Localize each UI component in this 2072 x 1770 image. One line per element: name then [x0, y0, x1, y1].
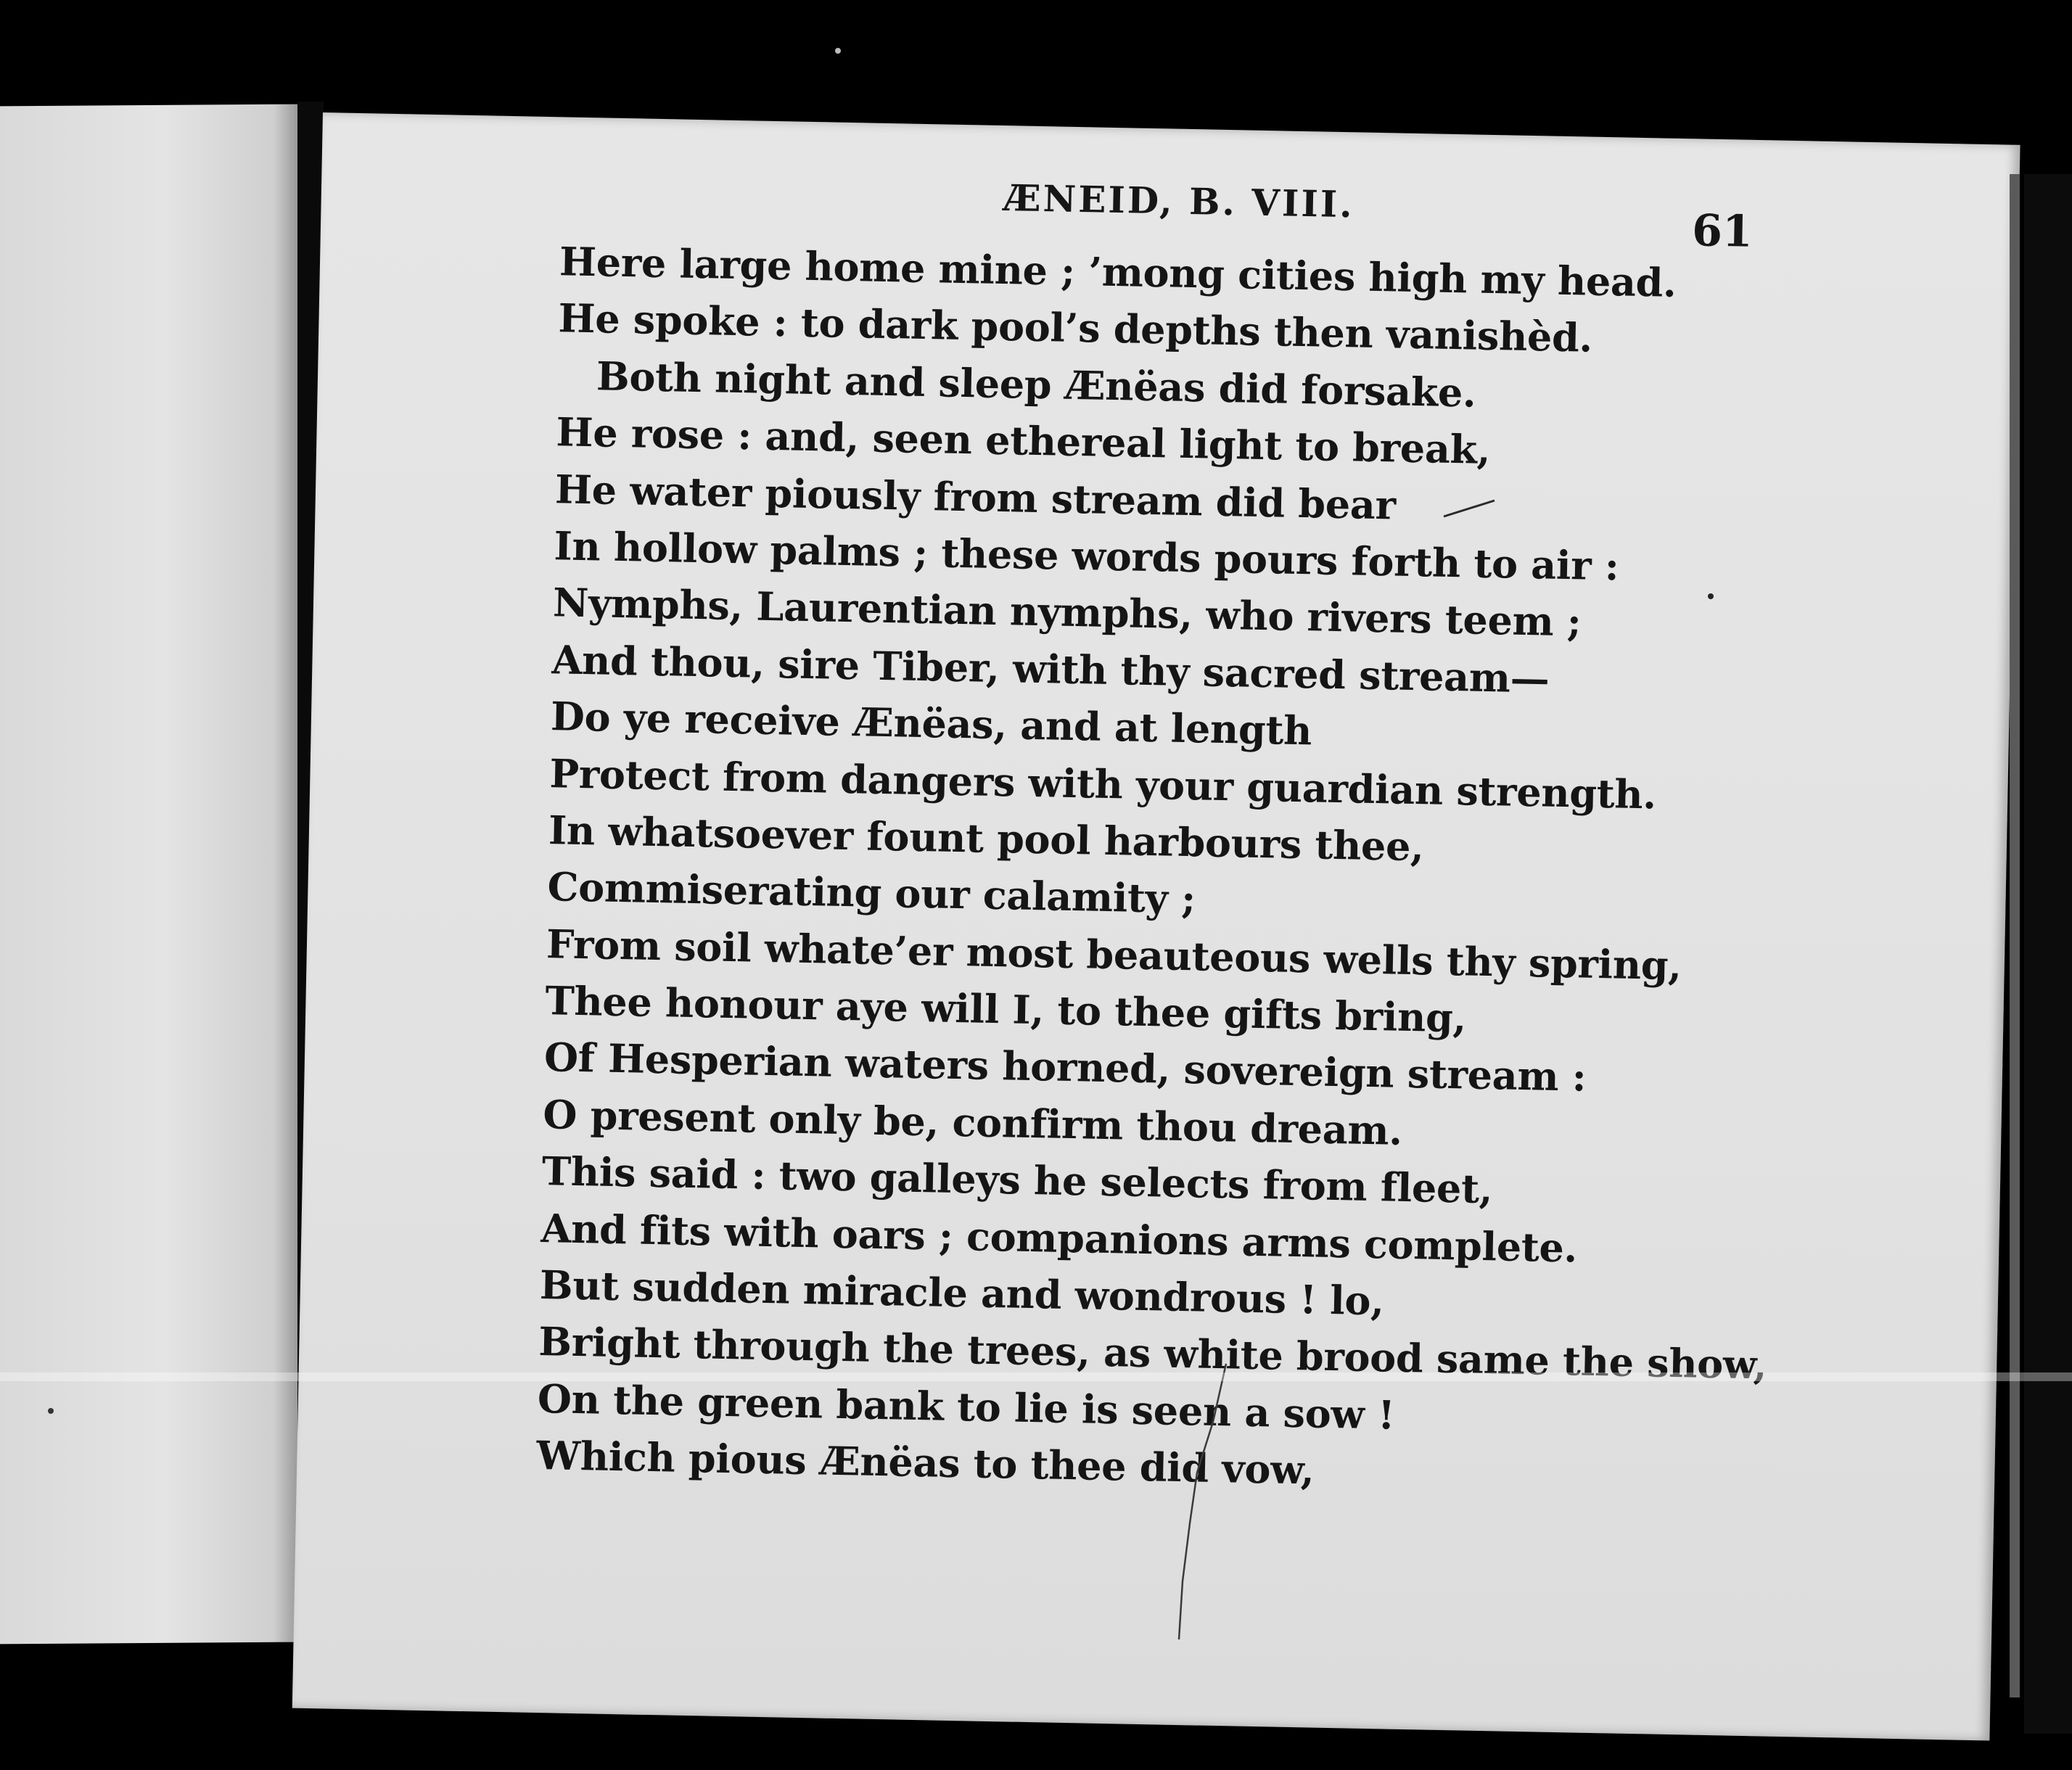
- left-facing-page: [0, 104, 297, 1645]
- verse-line: From soil whate’er most beauteous wells thy spring,: [546, 920, 1682, 989]
- right-border: [2024, 174, 2072, 1734]
- verse-line: Do ye receive Ænëas, and at length: [550, 693, 1312, 754]
- right-page: [292, 112, 2020, 1741]
- verse-line: And fits with oars ; companions arms complete.: [540, 1204, 1578, 1272]
- verse-line: He spoke : to dark pool’s depths then vanishèd.: [557, 295, 1593, 362]
- verse-line: He water piously from stream did bear: [554, 465, 1397, 529]
- verse-line: Protect from dangers with your guardian strength.: [548, 749, 1657, 818]
- scan-artifact-band: [0, 1372, 2072, 1381]
- verse-line: Thee honour aye will I, to thee gifts bring,: [544, 977, 1467, 1042]
- verse-line: Nymphs, Laurentian nymphs, who rivers teem ;: [552, 579, 1582, 646]
- verse-line: On the green bank to lie is seen a sow !: [537, 1375, 1396, 1438]
- verse-line: In whatsoever fount pool harbours thee,: [548, 807, 1425, 870]
- verse-line: Bright through the trees, as white brood same the show,: [538, 1318, 1767, 1388]
- running-head: ÆNEID, B. VIII.: [1003, 176, 1355, 226]
- verse-line: Which pious Ænëas to thee did vow,: [535, 1432, 1315, 1494]
- verse-line: In hollow palms ; these words pours forth to air :: [553, 522, 1620, 590]
- page-number: 61: [1691, 205, 1754, 258]
- verse-line: Commiserating our calamity ;: [546, 863, 1196, 923]
- verse-line: But sudden miracle and wondrous ! lo,: [539, 1261, 1385, 1325]
- verse-line: This said : two galleys he selects from fleet,: [541, 1148, 1493, 1213]
- verse-line: Here large home mine ; ’mong cities high my head.: [559, 238, 1677, 306]
- page-edge-shadow: [2010, 174, 2020, 1697]
- verse-text: [536, 233, 1788, 1507]
- verse-line: Of Hesperian waters horned, sovereign stream :: [543, 1034, 1587, 1101]
- verse-line: O present only be, confirm thou dream.: [542, 1090, 1403, 1154]
- verse-line: He rose : and, seen ethereal light to break,: [555, 408, 1491, 474]
- verse-line: And thou, sire Tiber, with thy sacred stream—: [551, 635, 1550, 702]
- verse-line: Both night and sleep Ænëas did forsake.: [596, 353, 1477, 416]
